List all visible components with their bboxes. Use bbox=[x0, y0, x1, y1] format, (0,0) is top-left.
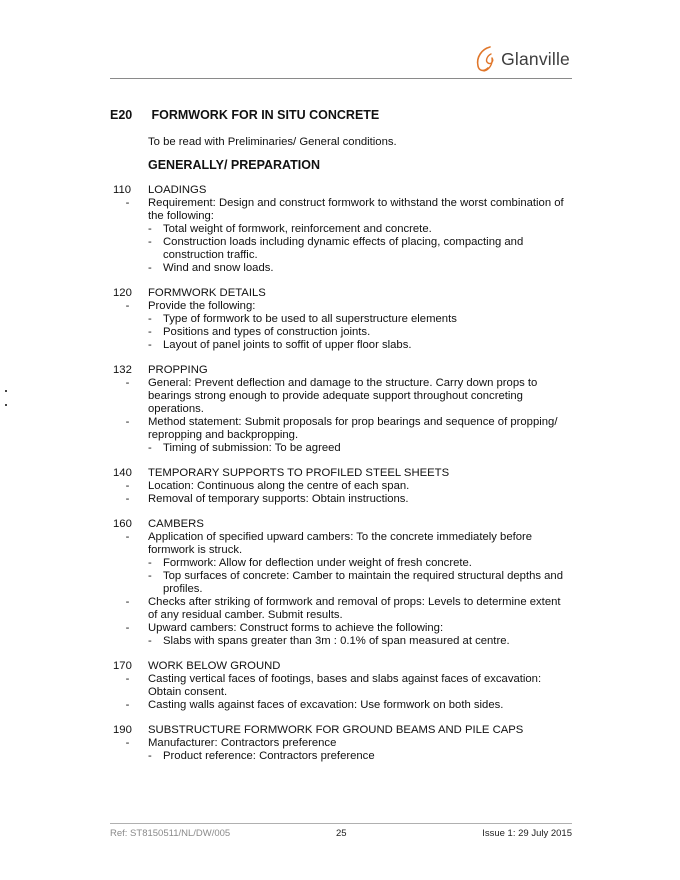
clause bbox=[113, 660, 573, 712]
clause-item bbox=[113, 416, 573, 442]
clause-subitem-text: Total weight of formwork, reinforcement and concrete. bbox=[163, 223, 432, 235]
clause-heading bbox=[113, 184, 573, 197]
clause-subitem bbox=[148, 223, 573, 236]
clause-item bbox=[113, 622, 573, 635]
clause-number: 190 bbox=[113, 724, 132, 736]
dash-marker: - bbox=[148, 223, 152, 235]
clause-item-text: Removal of temporary supports: Obtain instructions. bbox=[148, 493, 409, 505]
clause-subitem-text: Formwork: Allow for deflection under weight of fresh concrete. bbox=[163, 557, 472, 569]
dash-marker: - bbox=[125, 622, 130, 634]
clause-title: PROPPING bbox=[148, 364, 208, 376]
clause-subitem bbox=[148, 339, 573, 352]
clause-item-text: Checks after striking of formwork and removal of props: Levels to determine extent of any residual camber. Submit results. bbox=[148, 596, 561, 621]
clause-subitem-text: Wind and snow loads. bbox=[163, 262, 274, 274]
clause-item bbox=[113, 699, 573, 712]
dash-marker: - bbox=[148, 262, 152, 274]
margin-mark bbox=[5, 404, 7, 406]
clause-item bbox=[113, 377, 573, 416]
clause-title: TEMPORARY SUPPORTS TO PROFILED STEEL SHEETS bbox=[148, 467, 450, 479]
dash-marker: - bbox=[148, 635, 152, 647]
dash-marker: - bbox=[125, 673, 130, 685]
clause bbox=[113, 467, 573, 506]
clause-number: 132 bbox=[113, 364, 132, 376]
clause-subitem-text: Slabs with spans greater than 3m : 0.1% of span measured at centre. bbox=[163, 635, 510, 647]
clause-number: 170 bbox=[113, 660, 132, 672]
clause-number: 120 bbox=[113, 287, 132, 299]
clause-subitem-text: Timing of submission: To be agreed bbox=[163, 442, 341, 454]
clause-title: FORMWORK DETAILS bbox=[148, 287, 266, 299]
document-reference: Ref: ST8150511/NL/DW/005 bbox=[110, 828, 231, 839]
clause-item-text: Provide the following: bbox=[148, 300, 256, 312]
dash-marker: - bbox=[148, 339, 152, 351]
clause-item-text: Casting walls against faces of excavation: Use formwork on both sides. bbox=[148, 699, 504, 711]
clause-heading bbox=[113, 364, 573, 377]
clause-subitem-text: Layout of panel joints to soffit of upper floor slabs. bbox=[163, 339, 412, 351]
dash-marker: - bbox=[125, 480, 130, 492]
clause bbox=[113, 364, 573, 455]
clause-item-text: General: Prevent deflection and damage to the structure. Carry down props to bearings strong enough to provide adequate support throughout concreting operations. bbox=[148, 377, 538, 415]
dash-marker: - bbox=[148, 570, 152, 582]
logo-text: Glanville bbox=[501, 48, 570, 69]
clause-subitem bbox=[148, 262, 573, 275]
dash-marker: - bbox=[148, 557, 152, 569]
clause-subitem bbox=[148, 570, 573, 596]
dash-marker: - bbox=[148, 313, 152, 325]
dash-marker: - bbox=[125, 493, 130, 505]
dash-marker: - bbox=[148, 442, 152, 454]
dash-marker: - bbox=[125, 300, 130, 312]
dash-marker: - bbox=[148, 750, 152, 762]
clause-item bbox=[113, 673, 573, 699]
clause-subitem-text: Product reference: Contractors preference bbox=[163, 750, 375, 762]
issue-date: Issue 1: 29 July 2015 bbox=[482, 828, 572, 839]
section-heading bbox=[110, 108, 379, 122]
clause-item-text: Location: Continuous along the centre of each span. bbox=[148, 480, 410, 492]
dash-marker: - bbox=[125, 737, 130, 749]
dash-marker: - bbox=[125, 416, 130, 428]
clause-heading bbox=[113, 518, 573, 531]
clause bbox=[113, 724, 573, 763]
dash-marker: - bbox=[125, 699, 130, 711]
dash-marker: - bbox=[125, 197, 130, 209]
clause-heading bbox=[113, 660, 573, 673]
footer-rule bbox=[110, 823, 572, 824]
clause-title: CAMBERS bbox=[148, 518, 204, 530]
clause-subitem-text: Construction loads including dynamic effects of placing, compacting and construction traffic. bbox=[163, 236, 524, 261]
clause-heading bbox=[113, 287, 573, 300]
clause-item bbox=[113, 596, 573, 622]
clause-item bbox=[113, 531, 573, 557]
company-logo bbox=[474, 44, 570, 74]
clause-item-text: Requirement: Design and construct formwork to withstand the worst combination of the following: bbox=[148, 197, 564, 222]
subheading: GENERALLY/ PREPARATION bbox=[148, 158, 321, 172]
clause-title: SUBSTRUCTURE FORMWORK FOR GROUND BEAMS AND PILE CAPS bbox=[148, 724, 524, 736]
clause-number: 140 bbox=[113, 467, 132, 479]
dash-marker: - bbox=[148, 326, 152, 338]
clause-item-text: Method statement: Submit proposals for prop bearings and sequence of propping/ repropping and backpropping. bbox=[148, 416, 558, 441]
clause-subitem-text: Positions and types of construction joints. bbox=[163, 326, 371, 338]
clause-heading bbox=[113, 724, 573, 737]
clause bbox=[113, 287, 573, 352]
clause-subitem bbox=[148, 442, 573, 455]
header-rule bbox=[110, 78, 572, 79]
clause-subitem bbox=[148, 313, 573, 326]
section-title: FORMWORK FOR IN SITU CONCRETE bbox=[151, 108, 380, 122]
section-code: E20 bbox=[110, 108, 133, 122]
clause-title: WORK BELOW GROUND bbox=[148, 660, 281, 672]
clause-subitem-text: Top surfaces of concrete: Camber to maintain the required structural depths and profiles. bbox=[163, 570, 563, 595]
clause-subitem bbox=[148, 750, 573, 763]
clause-item-text: Manufacturer: Contractors preference bbox=[148, 737, 337, 749]
clause-item bbox=[113, 480, 573, 493]
clause-heading bbox=[113, 467, 573, 480]
intro-text: To be read with Preliminaries/ General conditions. bbox=[148, 136, 397, 148]
page-number: 25 bbox=[336, 828, 347, 839]
dash-marker: - bbox=[125, 377, 130, 389]
dash-marker: - bbox=[125, 596, 130, 608]
clause-item bbox=[113, 300, 573, 313]
clause bbox=[113, 518, 573, 648]
clause-title: LOADINGS bbox=[148, 184, 207, 196]
clause-list bbox=[113, 184, 573, 763]
clause-subitem-text: Type of formwork to be used to all superstructure elements bbox=[163, 313, 457, 325]
document-body bbox=[113, 136, 573, 775]
clause-subitem bbox=[148, 635, 573, 648]
clause-subitem bbox=[148, 236, 573, 262]
dash-marker: - bbox=[148, 236, 152, 248]
clause-item bbox=[113, 493, 573, 506]
margin-mark bbox=[5, 390, 7, 392]
clause-item-text: Application of specified upward cambers: To the concrete immediately before formwork is struck. bbox=[148, 531, 533, 556]
clause-number: 160 bbox=[113, 518, 132, 530]
dash-marker: - bbox=[125, 531, 130, 543]
clause-item bbox=[113, 197, 573, 223]
glanville-swirl-logo-icon bbox=[474, 44, 498, 74]
clause bbox=[113, 184, 573, 275]
clause-item bbox=[113, 737, 573, 750]
clause-item-text: Upward cambers: Construct forms to achieve the following: bbox=[148, 622, 444, 634]
clause-subitem bbox=[148, 557, 573, 570]
clause-number: 110 bbox=[113, 184, 132, 196]
clause-item-text: Casting vertical faces of footings, bases and slabs against faces of excavation: Obtain consent. bbox=[148, 673, 542, 698]
clause-subitem bbox=[148, 326, 573, 339]
